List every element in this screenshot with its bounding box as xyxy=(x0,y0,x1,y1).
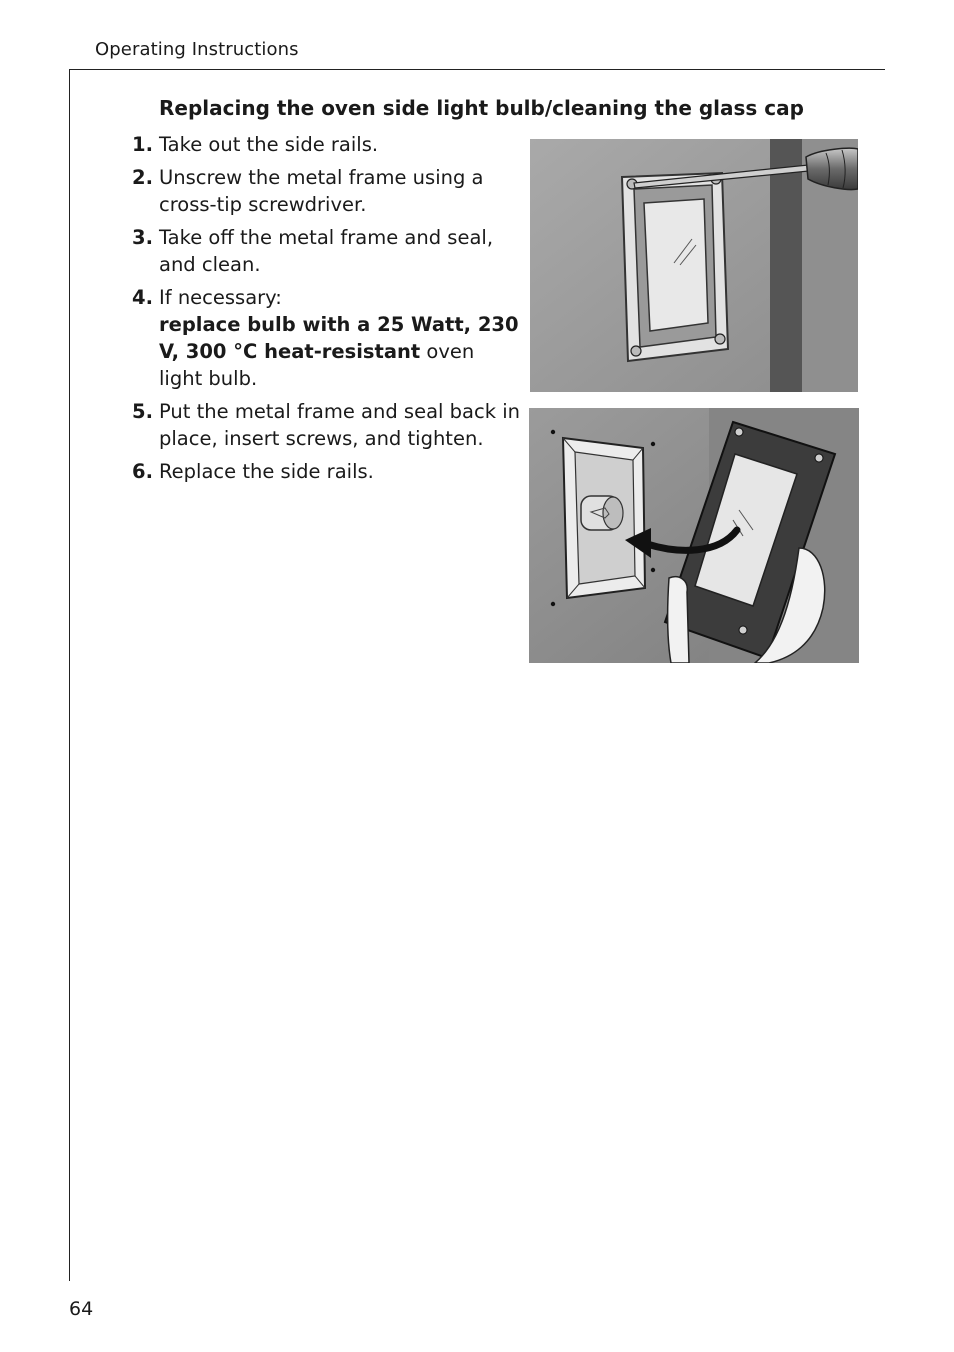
step-number: 5. xyxy=(132,400,153,423)
step-text: Put the metal frame and seal back in place, insert screws, and tighten. xyxy=(159,400,520,450)
screwdriver-illustration xyxy=(530,139,858,392)
step-number: 6. xyxy=(132,460,153,483)
instruction-steps xyxy=(132,131,522,491)
step-number: 2. xyxy=(132,166,153,189)
step-number: 3. xyxy=(132,226,153,249)
step-5 xyxy=(132,398,522,452)
step-number: 4. xyxy=(132,286,153,309)
step-text: Unscrew the metal frame using a cross-tip screwdriver. xyxy=(159,166,484,216)
section-title: Replacing the oven side light bulb/cleaning the glass cap xyxy=(159,96,804,120)
step-2 xyxy=(132,164,522,218)
step-4 xyxy=(132,284,522,392)
step-6 xyxy=(132,458,522,485)
step-text: Replace the side rails. xyxy=(159,460,374,483)
step-intro: If necessary: xyxy=(159,286,282,309)
step-text: Take off the metal frame and seal, and clean. xyxy=(159,226,494,276)
illustration-remove-glass-cap xyxy=(529,408,859,663)
running-head: Operating Instructions xyxy=(95,39,299,60)
step-text: oven light bulb. xyxy=(159,340,475,390)
illustration-unscrew-frame xyxy=(530,139,858,392)
step-3 xyxy=(132,224,522,278)
step-emphasis: replace bulb with a 25 Watt, 230 V, 300 °C heat-resistant xyxy=(159,313,519,363)
step-text: Take out the side rails. xyxy=(159,133,379,156)
step-1 xyxy=(132,131,522,158)
glass-cap-illustration xyxy=(529,408,859,663)
page-number: 64 xyxy=(69,1298,94,1320)
margin-rule xyxy=(69,69,70,1281)
header-rule xyxy=(69,69,885,70)
step-number: 1. xyxy=(132,133,153,156)
